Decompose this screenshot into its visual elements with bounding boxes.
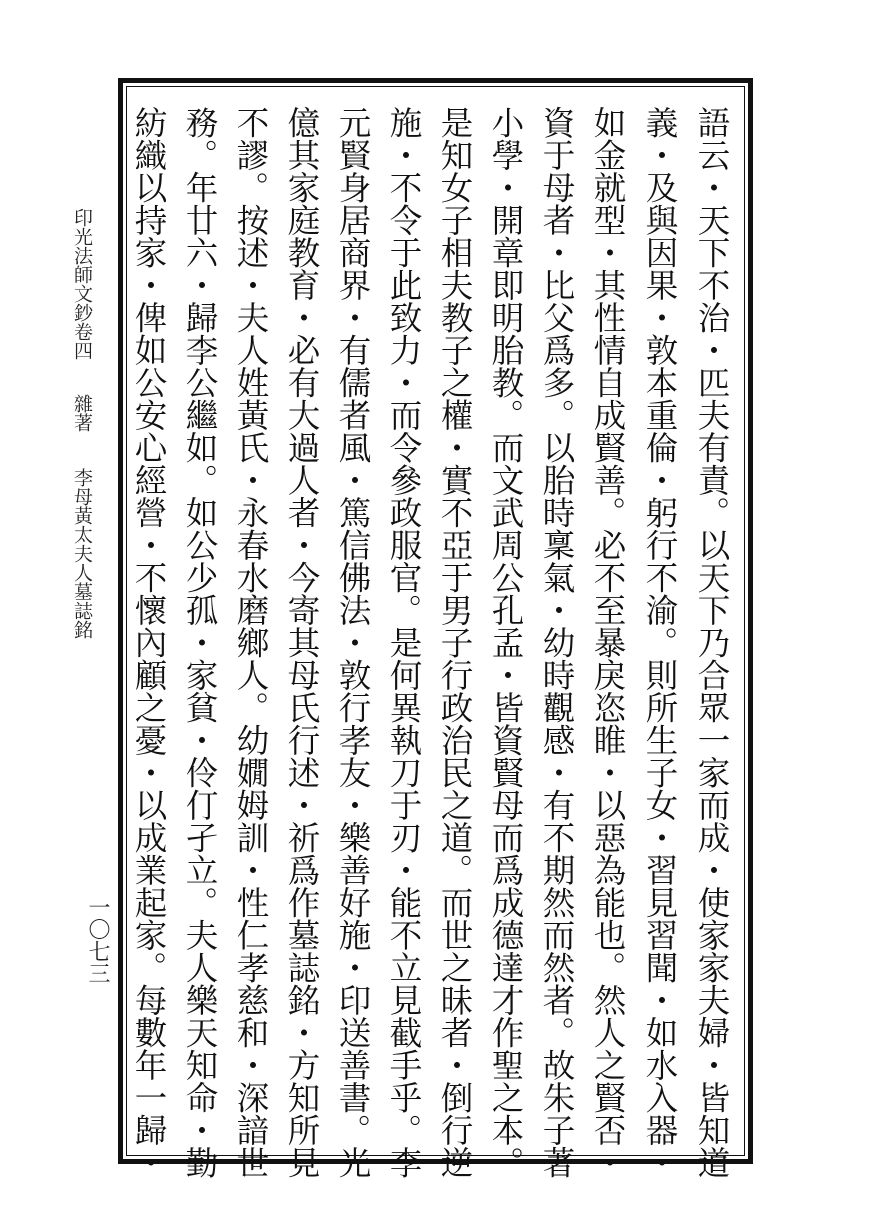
text-column-8: 元賢身居商界・有儒者風・篤信佛法・敦行孝友・樂善好施・印送善書。光 — [334, 106, 372, 1179]
text-column-1: 語云・天下不治・匹夫有責。以天下乃合眾一家而成・使家家夫婦・皆知道 — [693, 106, 731, 1179]
text-column-5: 小學・開章即明胎教。而文武周公孔孟・皆資賢母而爲成德達才作聖之本。 — [487, 106, 525, 1179]
section-label: 雜著 — [71, 394, 93, 432]
page-number: 一〇七三 — [85, 896, 110, 984]
text-column-6: 是知女子相夫教子之權・實不亞于男子行政治民之道。而世之昧者・倒行逆 — [436, 106, 474, 1179]
text-column-7: 施・不令于此致力・而令參政服官。是何異執刀于刃・能不立見截手乎。李 — [385, 106, 423, 1179]
book-title: 印光法師文鈔卷四 — [71, 208, 93, 360]
text-column-2: 義・及與因果・敦本重倫・躬行不渝。則所生子女・習見習聞・如水入器・ — [641, 106, 679, 1179]
text-column-4: 資于母者・比父爲多。以胎時稟氣・幼時觀感・有不期然而然者。故朱子著 — [538, 106, 576, 1179]
text-column-3: 如金就型・其性情自成賢善。必不至暴戾恣睢・以惡為能也。然人之賢否・ — [589, 106, 627, 1179]
article-title: 李母黃太夫人墓誌銘 — [71, 468, 93, 639]
text-column-10: 不謬。按述・夫人姓黃氏・永春水磨鄉人。幼嫺姆訓・性仁孝慈和・深諳世 — [232, 106, 270, 1179]
text-column-11: 務。年廿六・歸李公繼如。如公少孤・家貧・伶仃孑立。夫人樂天知命・勤 — [181, 106, 219, 1179]
text-column-12: 紡織以持家・俾如公安心經營・不懷內顧之憂・以成業起家。每數年一歸・ — [130, 106, 168, 1179]
text-column-9: 億其家庭教育・必有大過人者・今寄其母氏行述・祈爲作墓誌銘・方知所見 — [283, 106, 321, 1179]
